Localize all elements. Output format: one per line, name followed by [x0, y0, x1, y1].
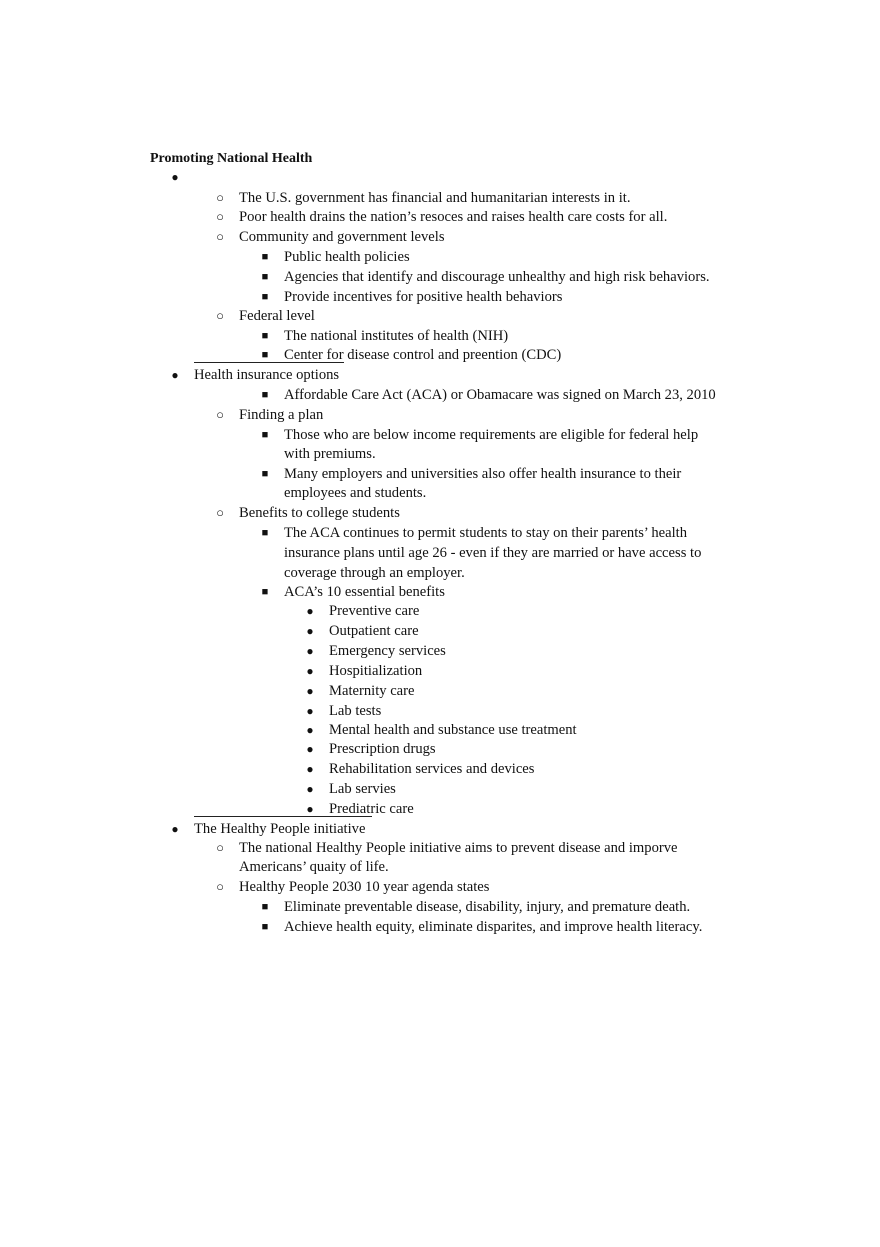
list-item: Benefits to college students	[239, 505, 400, 521]
bullet-level4: ●	[306, 664, 314, 678]
list-item: Rehabilitation services and devices	[329, 761, 535, 777]
bullet-level2: ○	[216, 190, 224, 205]
list-item: Outpatient care	[329, 623, 419, 639]
bullet-level1: ●	[171, 170, 179, 184]
bullet-level2: ○	[216, 840, 224, 855]
bullet-level4: ●	[306, 802, 314, 816]
bullet-level4: ●	[306, 604, 314, 618]
list-item: Many employers and universities also offer health insurance to their	[284, 466, 682, 482]
bullet-level4: ●	[306, 723, 314, 737]
list-item: Agencies that identify and discourage unhealthy and high risk behaviors.	[284, 269, 710, 285]
list-item: The national Healthy People initiative aims to prevent disease and imporve	[239, 840, 678, 856]
bullet-level3: ■	[261, 251, 269, 263]
list-item: The ACA continues to permit students to stay on their parents’ health	[284, 525, 688, 541]
bullet-level4: ●	[306, 762, 314, 776]
list-item-continuation: Americans’ quaity of life.	[239, 859, 389, 875]
list-item: Emergency services	[329, 643, 446, 659]
list-item-continuation: insurance plans until age 26 - even if they are married or have access to	[284, 545, 702, 561]
bullet-level3: ■	[261, 291, 269, 303]
bullet-level3: ■	[261, 527, 269, 539]
list-item: Affordable Care Act (ACA) or Obamacare was signed on March 23, 2010	[284, 387, 716, 403]
bullet-level3: ■	[261, 468, 269, 480]
list-item: Prescription drugs	[329, 741, 436, 757]
bullet-level3: ■	[261, 429, 269, 441]
list-item: ACA’s 10 essential benefits	[284, 584, 445, 600]
list-item: Prediatric care	[329, 801, 414, 817]
bullet-level2: ○	[216, 229, 224, 244]
bullet-level3: ■	[261, 586, 269, 598]
bullet-level4: ●	[306, 684, 314, 698]
list-item: Public health policies	[284, 249, 410, 265]
bullet-level1: ●	[171, 368, 179, 382]
document-title: Promoting National Health	[150, 151, 313, 166]
list-item: Mental health and substance use treatment	[329, 722, 577, 738]
bullet-level3: ■	[261, 921, 269, 933]
list-item-continuation: employees and students.	[284, 485, 427, 501]
underline-rule	[194, 816, 372, 817]
list-item: The national institutes of health (NIH)	[284, 328, 509, 344]
list-item: Those who are below income requirements are eligible for federal help	[284, 427, 699, 443]
list-item: Maternity care	[329, 683, 415, 699]
bullet-level1: ●	[171, 822, 179, 836]
list-item: Lab tests	[329, 703, 382, 719]
list-item: Provide incentives for positive health behaviors	[284, 289, 563, 305]
list-item: Hospitialization	[329, 663, 423, 679]
bullet-level2: ○	[216, 209, 224, 224]
list-item: The Healthy People initiative	[194, 821, 366, 837]
bullet-level4: ●	[306, 782, 314, 796]
list-item: Lab servies	[329, 781, 396, 797]
list-item: Preventive care	[329, 603, 420, 619]
bullet-level4: ●	[306, 624, 314, 638]
list-item: Center for disease control and preention (CDC)	[284, 347, 562, 363]
list-item: Health insurance options	[194, 367, 340, 383]
underline-rule	[194, 362, 344, 363]
bullet-level4: ●	[306, 704, 314, 718]
bullet-level3: ■	[261, 901, 269, 913]
bullet-level3: ■	[261, 349, 269, 361]
list-item: Finding a plan	[239, 407, 324, 423]
bullet-level3: ■	[261, 271, 269, 283]
list-item: The U.S. government has financial and humanitarian interests in it.	[239, 190, 631, 206]
list-item: Healthy People 2030 10 year agenda states	[239, 879, 490, 895]
bullet-level2: ○	[216, 505, 224, 520]
bullet-level4: ●	[306, 742, 314, 756]
list-item: Poor health drains the nation’s resoces and raises health care costs for all.	[239, 209, 668, 225]
bullet-level3: ■	[261, 389, 269, 401]
list-item: Eliminate preventable disease, disability, injury, and premature death.	[284, 899, 691, 915]
list-item-continuation: coverage through an employer.	[284, 565, 465, 581]
bullet-level3: ■	[261, 330, 269, 342]
bullet-level2: ○	[216, 308, 224, 323]
list-item: Community and government levels	[239, 229, 445, 245]
list-item-continuation: with premiums.	[284, 446, 376, 462]
bullet-level4: ●	[306, 644, 314, 658]
bullet-level2: ○	[216, 879, 224, 894]
bullet-level2: ○	[216, 407, 224, 422]
list-item: Achieve health equity, eliminate disparites, and improve health literacy.	[284, 919, 703, 935]
list-item: Federal level	[239, 308, 315, 324]
